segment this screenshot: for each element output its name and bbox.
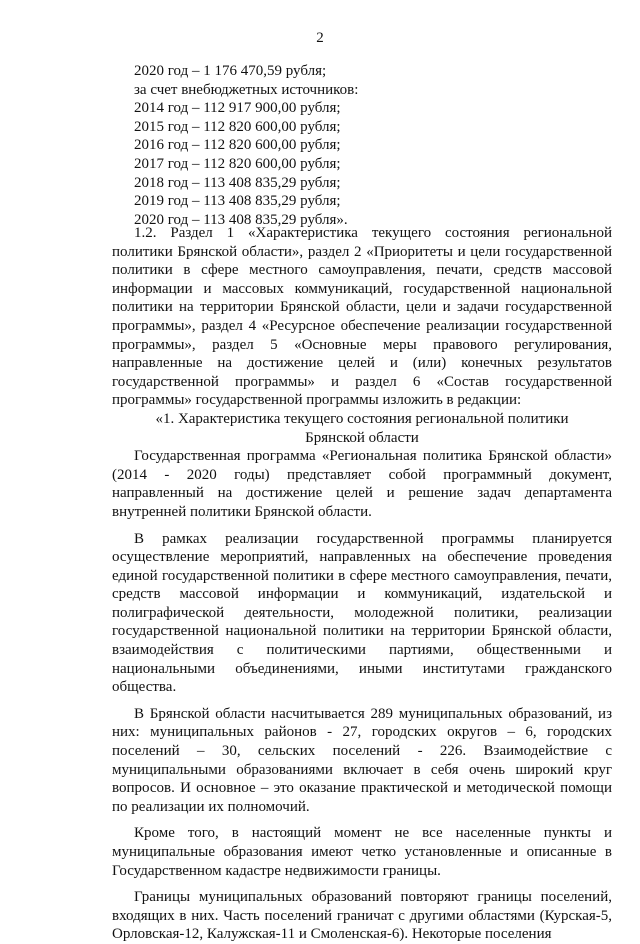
paragraph: Государственная программа «Региональная политика Брянской области» (2014 - 2020 годы) представляет собой программный документ, направленный на достижение целей и решение задач департамента внутренней политики Брянской области. [112,448,612,520]
section-heading: «1. Характеристика текущего состояния региональной политики [155,410,569,427]
page-number: 2 [316,30,324,46]
funding-line: 2015 год – 112 820 600,00 рубля; [134,118,341,135]
document-body [112,224,612,944]
funding-line: 2018 год – 113 408 835,29 рубля; [134,174,341,191]
paragraph-1-2: 1.2. Раздел 1 «Характеристика текущего состояния региональной политики Брянской области», раздел 2 «Приоритеты и цели государственной политики в сфере местного самоуправления, печати, средств массовой информации и массовых коммуникаций, государственной национальной политики на территории Брянской области, цели и задачи государственной программы», раздел 4 «Ресурсное обеспечение реализации государственной программы», раздел 5 «Основные меры правового регулирования, направленные на достижение целей и (или) конечных результатов государственной программы» и раздел 6 «Состав государственной программы» государственной программы изложить в редакции: [112,225,612,409]
funding-line: за счет внебюджетных источников: [134,81,359,98]
funding-line: 2020 год – 113 408 835,29 рубля». [134,211,348,228]
paragraph: В рамках реализации государственной программы планируется осуществление мероприятий, направленных на обеспечение проведения единой государственной политики в сфере местного самоуправления, печати, средств массовой информации и коммуникаций, издательской и полиграфической деятельности, молодежной политики, реализации государственной национальной политики на территории Брянской области, взаимодействия с политическими партиями, общественными и национальными объединениями, иными институтами гражданского общества. [112,530,612,696]
funding-line: 2014 год – 112 917 900,00 рубля; [134,100,341,117]
funding-line: 2016 год – 112 820 600,00 рубля; [134,137,341,154]
funding-line: 2017 год – 112 820 600,00 рубля; [134,155,341,172]
paragraph: Границы муниципальных образований повторяют границы поселений, входящих в них. Часть поселений граничат с другими областями (Курская-5, Орловская-12, Калужская-11 и Смоленская-6). Некоторые поселения [112,889,612,943]
funding-line: 2019 год – 113 408 835,29 рубля; [134,193,341,210]
funding-line: 2020 год – 1 176 470,59 рубля; [134,63,327,79]
section-heading-line2: Брянской области [305,429,419,446]
paragraph: Кроме того, в настоящий момент не все населенные пункты и муниципальные образования имеют четко установленные и описанные в Государственном кадастре недвижимости границы. [112,825,612,879]
paragraph: В Брянской области насчитывается 289 муниципальных образований, из них: муниципальных районов - 27, городских округов – 6, городских поселений – 30, сельских поселений - 226. Взаимодействие с муниципальными образованиями включает в себя очень широкий круг вопросов. И основное – это оказание практической и методической помощи по реализации их полномочий. [112,705,612,815]
funding-list [134,62,358,229]
